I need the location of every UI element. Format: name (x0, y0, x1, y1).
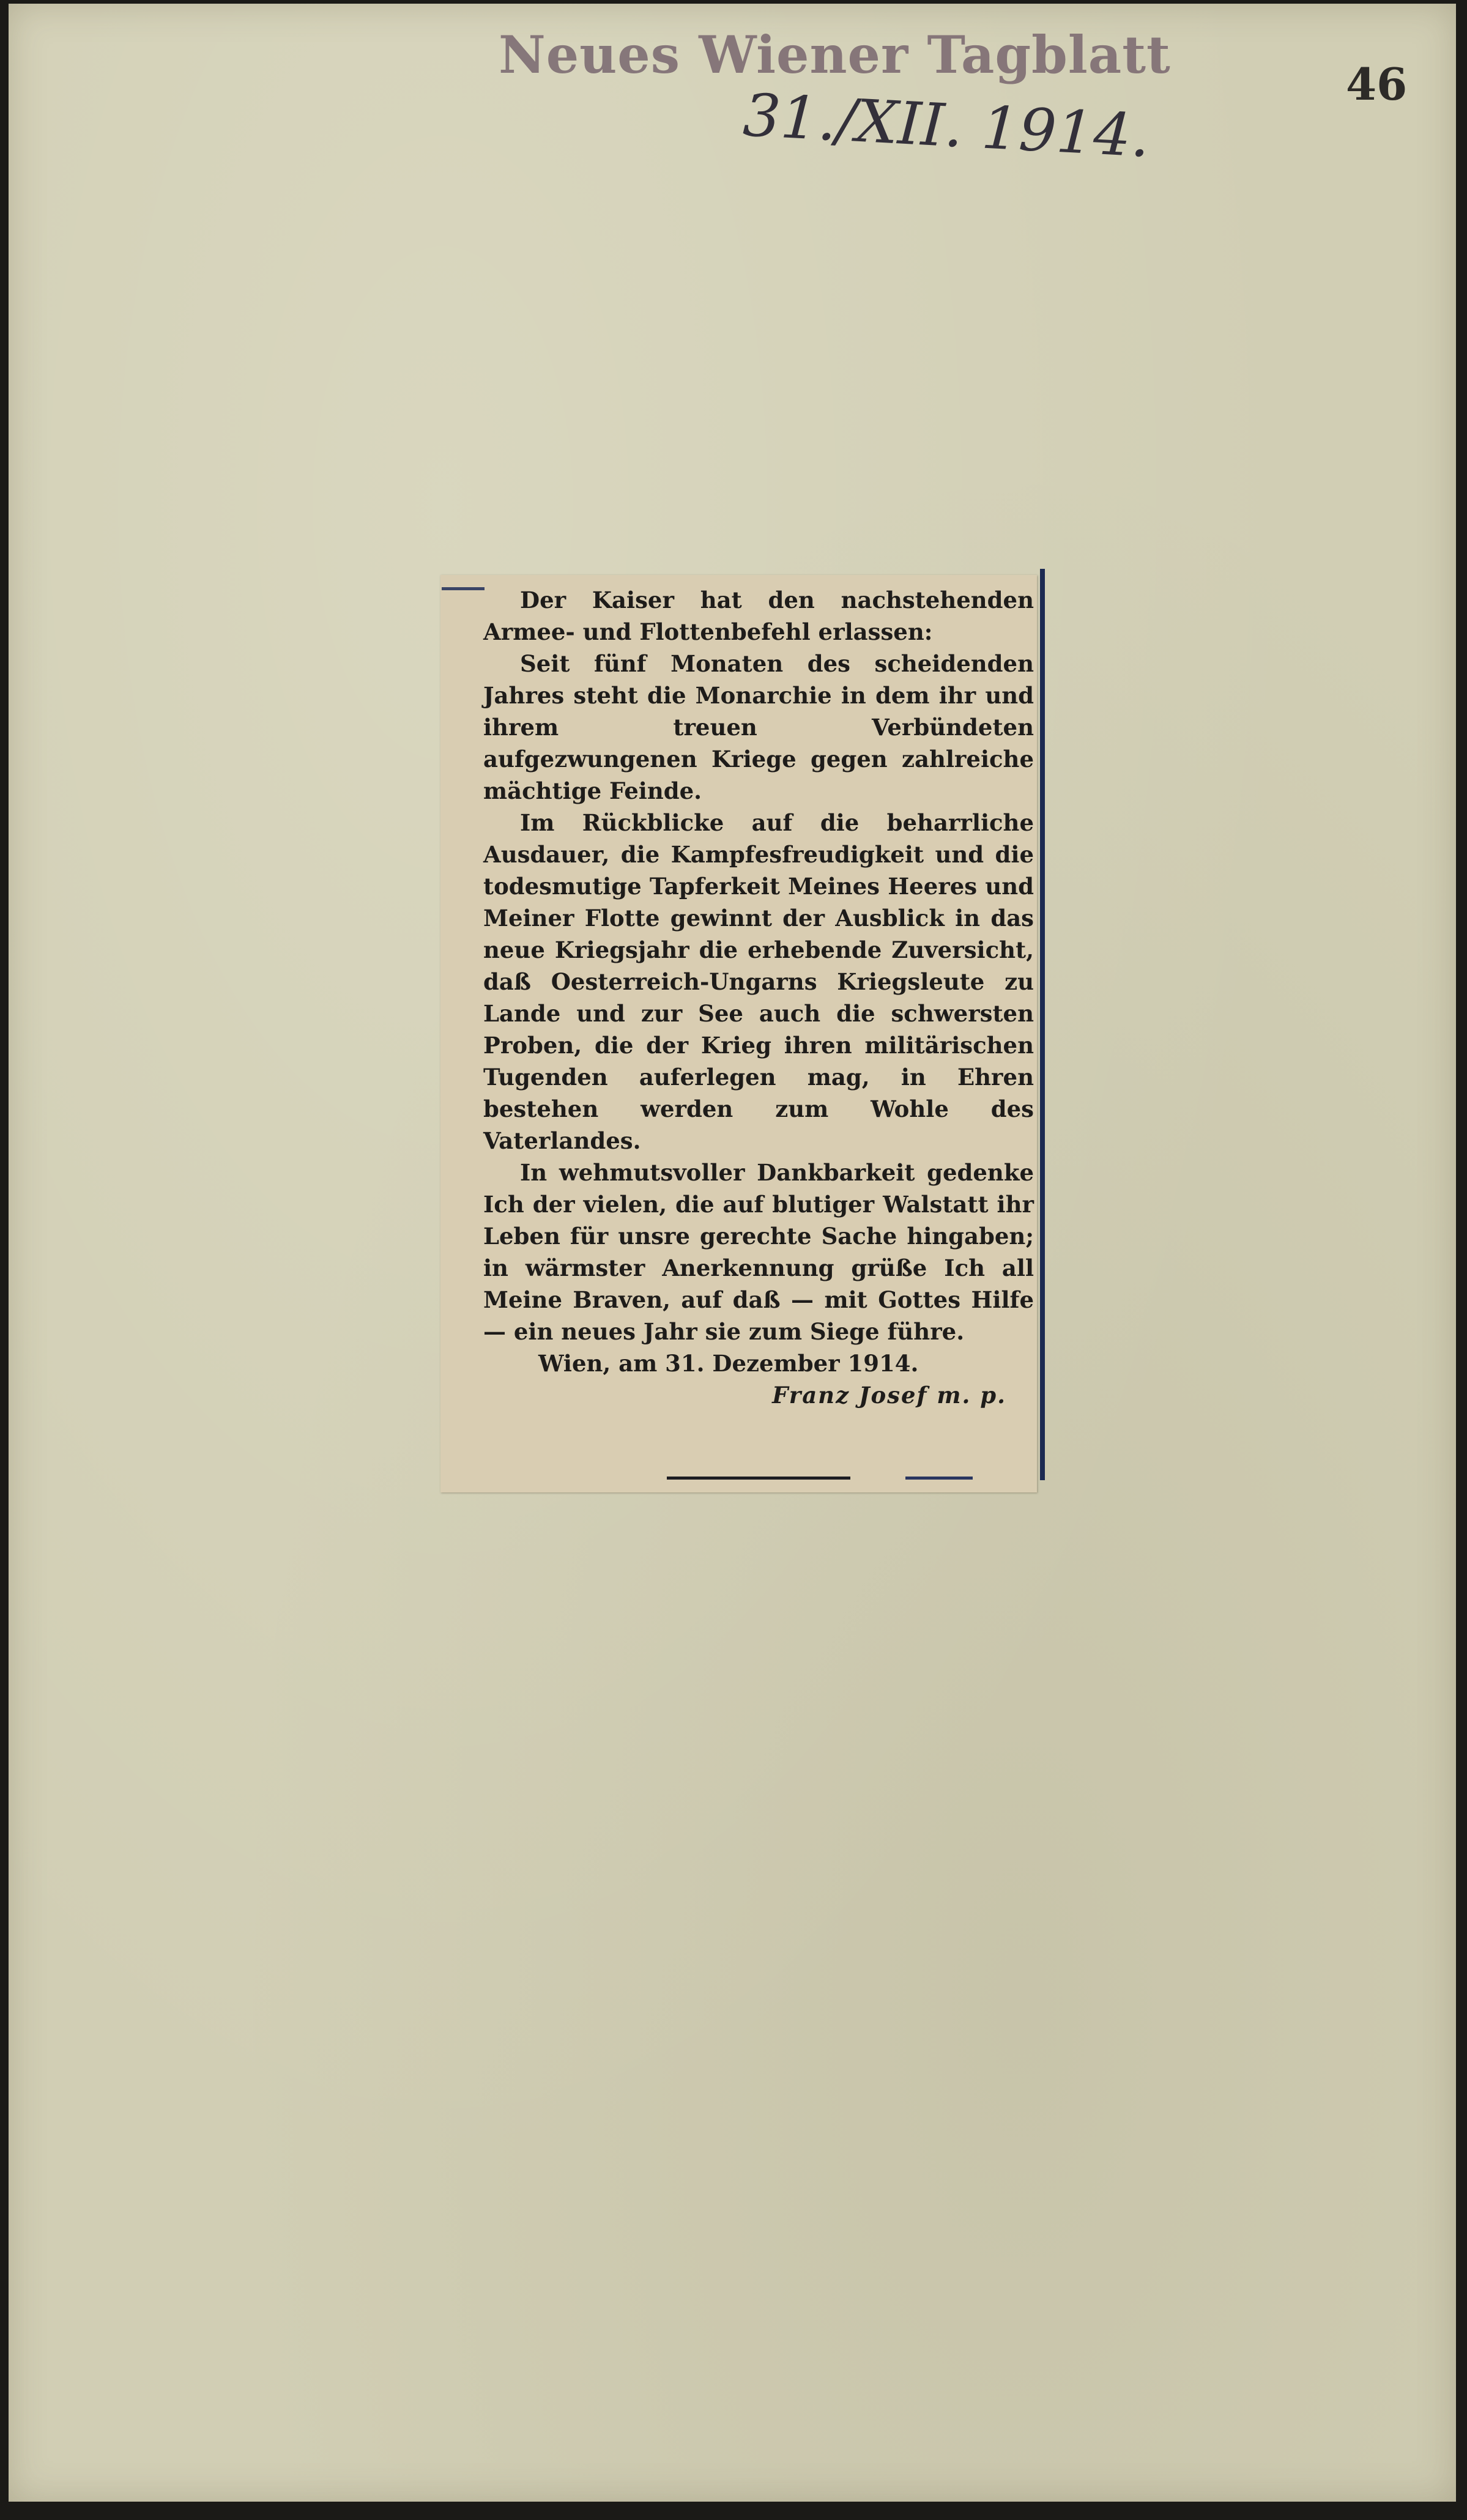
article-text (483, 584, 1034, 1411)
article-intro: Der Kaiser hat den nachstehenden Armee- und Flottenbefehl erlassen: (483, 587, 1034, 645)
clipping-border-right (1040, 569, 1045, 1480)
clipping-border-top (442, 587, 485, 590)
article-paragraph: Im Rückblicke auf die beharrliche Ausdauer, die Kampfesfreudigkeit und die todesmutige Tapferkeit Meines Heeres und Meiner Flotte gewinnt der Ausblick in das neue Kriegsjahr die erhebende Zuversicht, daß Oesterreich-Ungarns Kriegsleute zu Lande und zur See auch die schwersten Proben, die der Krieg ihren militärischen Tugenden auferlegen mag, in Ehren bestehen werden zum Wohle des Vaterlandes. (483, 809, 1034, 1154)
clipping-rule-bottom-right (905, 1477, 973, 1480)
clipping-rule-bottom (667, 1477, 850, 1480)
handwritten-date: 31./XII. 1914. (741, 81, 1152, 171)
article-dateline: Wien, am 31. Dezember 1914. (538, 1350, 919, 1377)
article-paragraph: Seit fünf Monaten des scheidenden Jahres steht die Monarchie in dem ihr und ihrem treuen Verbündeten aufgezwungenen Kriege gegen zahlreiche mächtige Feinde. (483, 650, 1034, 804)
newspaper-stamp: Neues Wiener Tagblatt (499, 24, 1171, 85)
article-paragraph: In wehmutsvoller Dankbarkeit gedenke Ich der vielen, die auf blutiger Walstatt ihr Leben für unsre gerechte Sache hingaben; in wärmster Anerkennung grüße Ich all Meine Braven, auf daß — mit Gottes Hilfe — ein neues Jahr sie zum Siege führe. (483, 1159, 1034, 1345)
article-signature: Franz Josef m. p. (772, 1382, 1006, 1409)
page-number: 46 (1346, 58, 1408, 110)
